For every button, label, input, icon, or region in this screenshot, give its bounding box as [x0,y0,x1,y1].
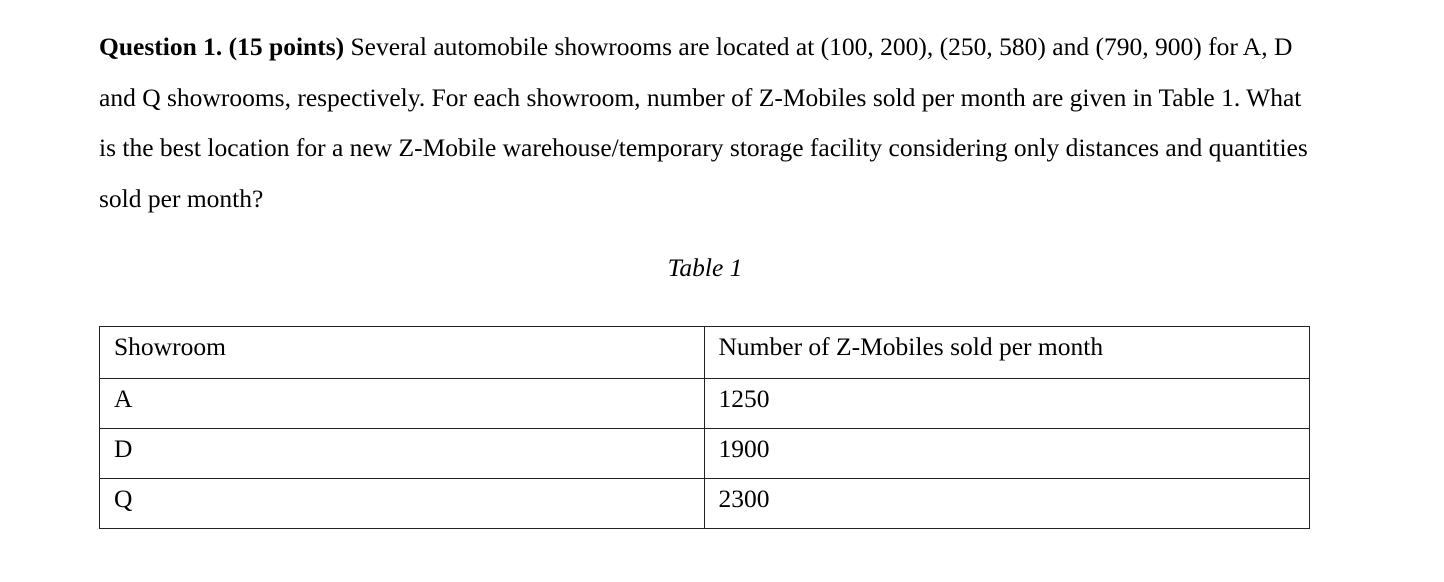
column-header-showroom: Showroom [100,327,705,379]
table-row [100,379,1310,429]
table-row [100,429,1310,479]
showroom-table [99,326,1310,529]
table-header-row [100,327,1310,379]
sold-cell: 1250 [704,379,1310,429]
showroom-cell: Q [100,479,705,529]
showroom-cell: D [100,429,705,479]
showroom-cell: A [100,379,705,429]
question-heading: Question 1. (15 points) [99,32,345,61]
question-body: Several automobile showrooms are located at (100, 200), (250, 580) and (790, 900) for A, D and Q showrooms, respectively. For each showroom, number of Z-Mobiles sold per month are given in Table 1. What is the best location for a new Z-Mobile warehouse/temporary storage facility considering only distances and quantities sold per month? [99,32,1308,213]
sold-cell: 1900 [704,429,1310,479]
column-header-sold-per-month: Number of Z-Mobiles sold per month [704,327,1310,379]
sold-cell: 2300 [704,479,1310,529]
table-row [100,479,1310,529]
question-text [99,22,1321,224]
table-caption: Table 1 [667,253,743,282]
